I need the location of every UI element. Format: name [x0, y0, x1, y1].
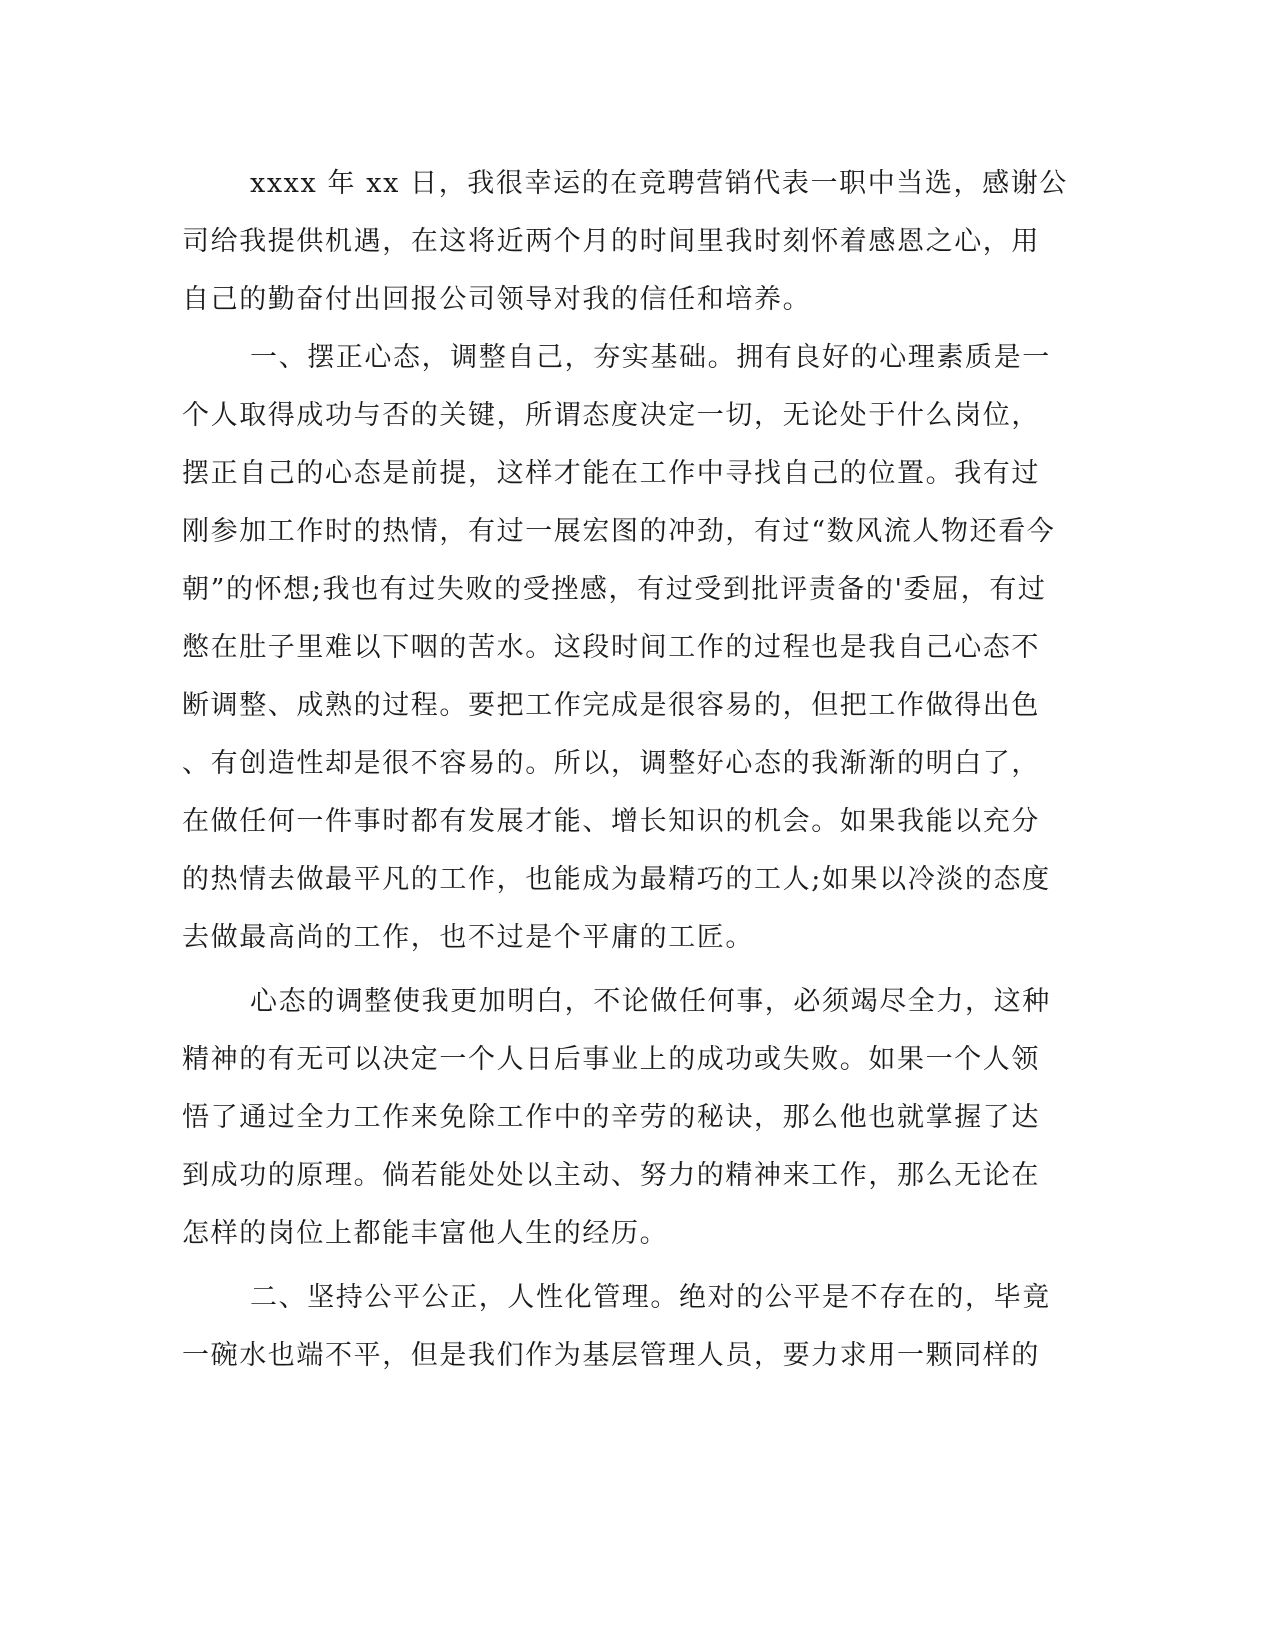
- text-line: 心态的调整使我更加明白，不论做任何事，必须竭尽全力，这种: [250, 986, 1051, 1017]
- text-line: 在做任何一件事时都有发展才能、增长知识的机会。如果我能以充分: [182, 806, 1040, 837]
- text-line: 悟了通过全力工作来免除工作中的辛劳的秘诀，那么他也就掌握了达: [182, 1102, 1040, 1133]
- text-line: 精神的有无可以决定一个人日后事业上的成功或失败。如果一个人领: [182, 1044, 1040, 1075]
- text-line: 去做最高尚的工作，也不过是个平庸的工匠。: [182, 922, 754, 953]
- text-line: 怎样的岗位上都能丰富他人生的经历。: [182, 1218, 669, 1249]
- text-line: 、有创造性却是很不容易的。所以，调整好心态的我渐渐的明白了，: [182, 748, 1040, 779]
- text-line: 断调整、成熟的过程。要把工作完成是很容易的，但把工作做得出色: [182, 690, 1040, 721]
- text-line: 自己的勤奋付出回报公司领导对我的信任和培养。: [182, 284, 812, 315]
- text-line: 一、摆正心态，调整自己，夯实基础。拥有良好的心理素质是一: [250, 342, 1051, 373]
- text-line: 二、坚持公平公正，人性化管理。绝对的公平是不存在的，毕竟: [250, 1282, 1051, 1313]
- text-line: 司给我提供机遇，在这将近两个月的时间里我时刻怀着感恩之心，用: [182, 226, 1040, 257]
- text-line: 到成功的原理。倘若能处处以主动、努力的精神来工作，那么无论在: [182, 1160, 1040, 1191]
- text-line: 憋在肚子里难以下咽的苦水。这段时间工作的过程也是我自己心态不: [182, 632, 1040, 663]
- text-line: 个人取得成功与否的关键，所谓态度决定一切，无论处于什么岗位，: [182, 400, 1040, 431]
- text-line: 朝”的怀想;我也有过失败的受挫感，有过受到批评责备的'委屈，有过: [182, 574, 1047, 605]
- text-line: xxxx 年 xx 日，我很幸运的在竞聘营销代表一职中当选，感谢公: [250, 168, 1068, 199]
- text-line: 的热情去做最平凡的工作，也能成为最精巧的工人;如果以冷淡的态度: [182, 864, 1051, 895]
- text-line: 一碗水也端不平，但是我们作为基层管理人员，要力求用一颗同样的: [182, 1340, 1040, 1371]
- text-line: 刚参加工作时的热情，有过一展宏图的冲劲，有过“数风流人物还看今: [182, 516, 1056, 547]
- text-line: 摆正自己的心态是前提，这样才能在工作中寻找自己的位置。我有过: [182, 458, 1040, 489]
